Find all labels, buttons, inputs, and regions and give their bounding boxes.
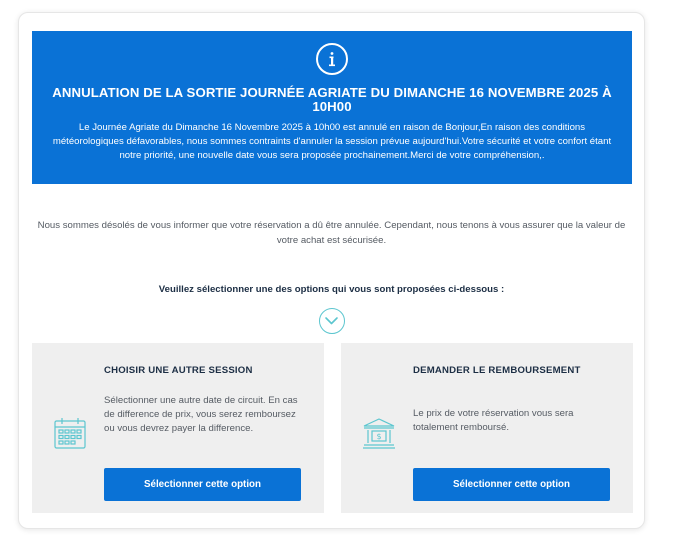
banner-message: Le Journée Agriate du Dimanche 16 Novembre 2025 à 10h00 est annulé en raison de Bonjour,En raison des conditions météorologiques défavorables, nous sommes contraints d'annuler la session prévue aujourd'hui.Votre sécurité et votre confort étant notre priorité, une nouvelle date vous sera proposée prochainement.Merci de votre compréhension,. — [52, 122, 612, 161]
cancellation-banner — [32, 31, 632, 184]
option-choose-other-session — [32, 343, 324, 513]
option-title: DEMANDER LE REMBOURSEMENT — [413, 365, 581, 376]
request-refund-button[interactable]: Sélectionner cette option — [413, 468, 610, 501]
option-description: Sélectionner une autre date de circuit. En cas de difference de prix, vous serez remboursez ou vous devrez payer la difference. — [104, 395, 298, 434]
bank-icon — [361, 416, 397, 452]
svg-text:$: $ — [376, 432, 382, 441]
info-icon — [316, 43, 348, 75]
select-other-session-button[interactable]: Sélectionner cette option — [104, 468, 301, 501]
calendar-icon — [52, 416, 88, 452]
cancellation-card — [18, 12, 645, 529]
chevron-down-icon[interactable] — [319, 308, 345, 334]
banner-title: ANNULATION DE LA SORTIE JOURNÉE AGRIATE DU DIMANCHE 16 NOVEMBRE 2025 À 10H00 — [52, 85, 612, 114]
intro-text: Nous sommes désolés de vous informer que votre réservation a dû être annulée. Cependant, nous tenons à vous assurer que la valeur de votre achat est sécurisée. — [37, 220, 626, 246]
options-prompt: Veuillez sélectionner une des options qui vous sont proposées ci-dessous : — [158, 284, 505, 295]
option-description: Le prix de votre réservation vous sera totalement remboursé. — [413, 408, 574, 433]
option-request-refund — [341, 343, 633, 513]
option-title: CHOISIR UNE AUTRE SESSION — [104, 365, 253, 376]
